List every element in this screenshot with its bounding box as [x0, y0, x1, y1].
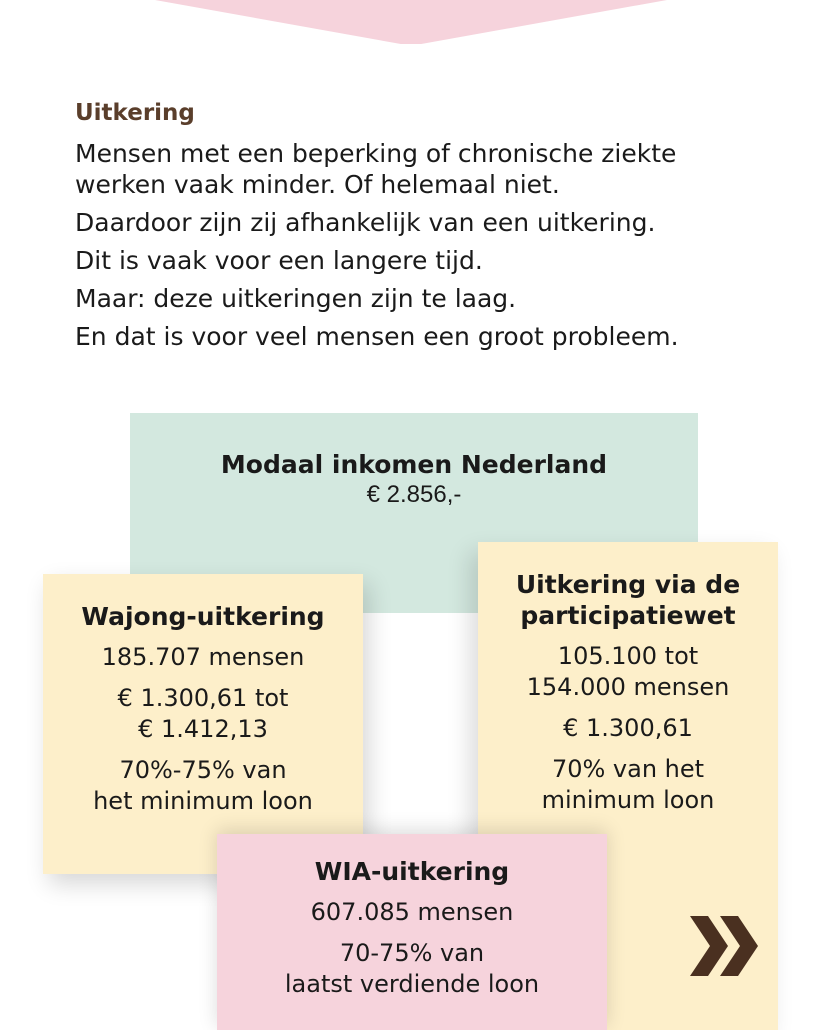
paragraph: Dit is vaak voor een langere tijd.	[75, 246, 483, 275]
top-pink-arrow-decoration	[155, 0, 667, 44]
participatie-pct-line1: 70% van het	[551, 755, 705, 783]
modaal-amount: € 2.856,-	[366, 481, 462, 508]
participatie-pct-line2: minimum loon	[541, 786, 715, 814]
wajong-pct-line1: 70%-75% van	[119, 756, 287, 784]
participatie-people-line2: 154.000 mensen	[526, 673, 730, 701]
wia-pct-line1: 70-75% van	[339, 939, 485, 967]
wajong-amount-line1: € 1.300,61 tot	[117, 684, 289, 712]
participatie-title-line2: participatiewet	[520, 601, 736, 630]
wajong-amount-line2: € 1.412,13	[138, 715, 268, 743]
wajong-box	[43, 574, 363, 874]
wajong-people: 185.707 mensen	[101, 643, 305, 671]
wia-pct-line2: laatst verdiende loon	[284, 970, 540, 998]
wajong-pct-line2: het minimum loon	[93, 787, 313, 815]
wia-box	[217, 834, 607, 1030]
participatie-title-line1: Uitkering via de	[515, 570, 741, 599]
intro-text	[75, 138, 775, 359]
paragraph: En dat is voor veel mensen een groot probleem.	[75, 322, 679, 351]
wia-title: WIA-uitkering	[314, 857, 510, 886]
wia-people: 607.085 mensen	[310, 898, 514, 926]
section-heading: Uitkering	[75, 100, 195, 126]
participatie-amount: € 1.300,61	[563, 714, 693, 742]
paragraph: Mensen met een beperking of chronische ziekte werken vaak minder. Of helemaal niet.	[75, 139, 677, 199]
participatie-people-line1: 105.100 tot	[557, 642, 699, 670]
double-chevron-right-icon[interactable]	[690, 916, 760, 976]
paragraph: Maar: deze uitkeringen zijn te laag.	[75, 284, 517, 313]
wajong-title: Wajong-uitkering	[81, 602, 325, 631]
paragraph: Daardoor zijn zij afhankelijk van een uitkering.	[75, 208, 656, 237]
modaal-title: Modaal inkomen Nederland	[220, 450, 608, 479]
